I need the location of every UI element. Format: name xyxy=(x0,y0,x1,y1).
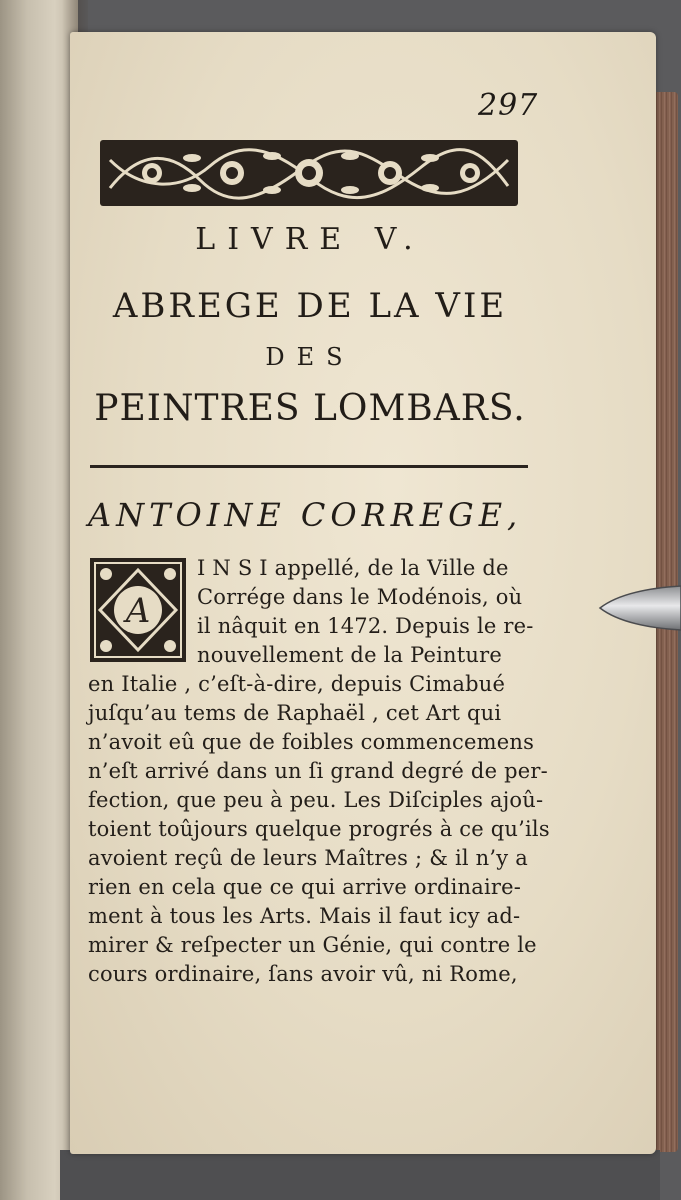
body-line: juſqu’au tems de Raphaël , cet Art qui xyxy=(88,701,502,725)
body-line: fection, que peu à peu. Les Diſciples ajoû- xyxy=(88,788,544,812)
lower-background xyxy=(60,1150,660,1200)
body-line: nouvellement de la Peinture xyxy=(197,643,502,667)
chapter-heading-peintres: PEINTRES LOMBARS. xyxy=(94,388,526,429)
bookmark-clip-icon xyxy=(598,580,681,636)
body-line: cours ordinaire, ſans avoir vû, ni Rome, xyxy=(88,962,518,986)
section-title: ANTOINE CORREGE, xyxy=(88,496,523,534)
body-line: rien en cela que ce qui arrive ordinaire- xyxy=(88,875,522,899)
chapter-heading-des: DES xyxy=(265,343,355,371)
drop-cap-icon xyxy=(90,558,186,662)
body-line: il nâquit en 1472. Depuis le re- xyxy=(197,614,534,638)
body-line: en Italie , c’eſt-à-dire, depuis Cimabué xyxy=(88,672,506,696)
body-line: toient toûjours quelque progrés à ce qu’ils xyxy=(88,817,550,841)
body-line: avoient reçû de leurs Maîtres ; & il n’y a xyxy=(88,846,528,870)
horizontal-rule xyxy=(90,465,528,468)
body-line: n’eſt arrivé dans un ſi grand degré de per- xyxy=(88,759,548,783)
body-line: Corrége dans le Modénois, où xyxy=(197,585,523,609)
body-line: ment à tous les Arts. Mais il faut icy ad- xyxy=(88,904,521,928)
floral-ornament-icon xyxy=(100,140,518,206)
body-line: n’avoit eû que de foibles commencemens xyxy=(88,730,535,754)
book-heading: LIVRE V. xyxy=(195,222,425,257)
page-number: 297 xyxy=(478,88,539,123)
chapter-heading: ABREGE DE LA VIE xyxy=(112,286,508,326)
drop-cap-letter: A xyxy=(125,591,151,631)
body-line: mirer & reſpecter un Génie, qui contre le xyxy=(88,933,537,957)
body-line: I N S I appellé, de la Ville de xyxy=(197,556,509,580)
